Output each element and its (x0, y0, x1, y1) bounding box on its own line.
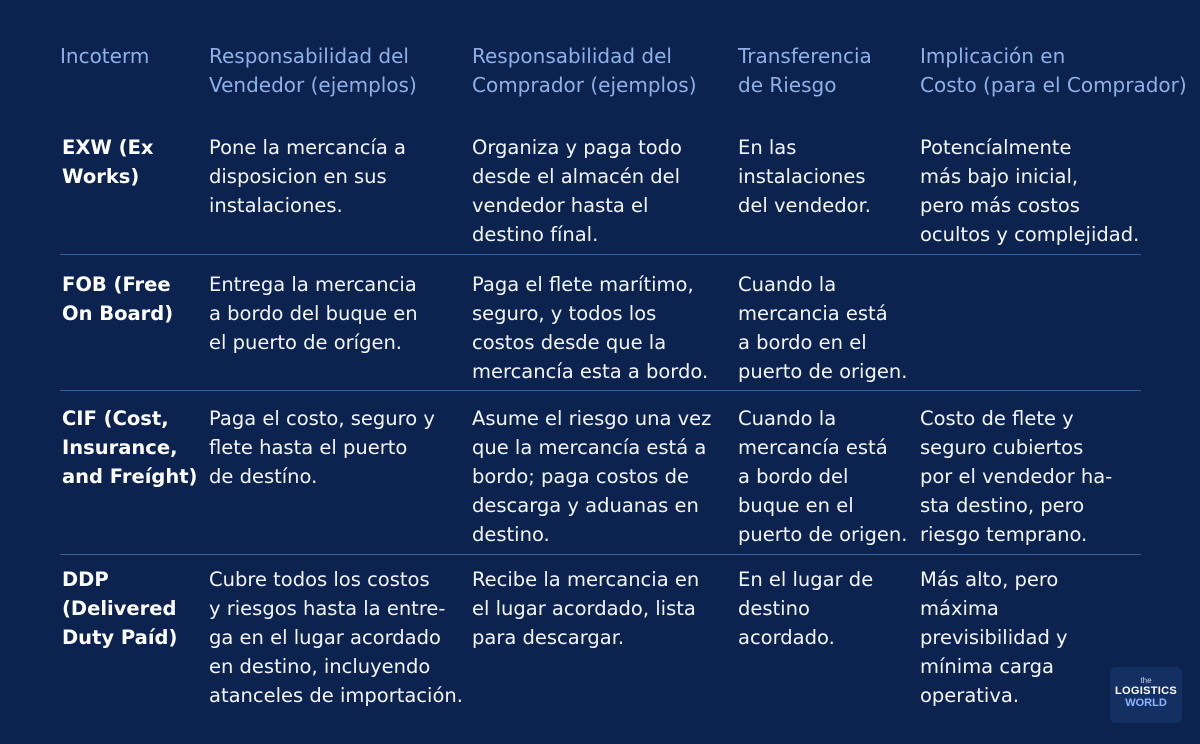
row-fob-seller: Entrega la mercancia a bordo del buque en el puerto de orígen. (209, 273, 418, 354)
logo-line-3: WORLD (1125, 697, 1167, 709)
row-ddp-buyer: Recibe la mercancia en el lugar acordado, lista para descargar. (472, 568, 700, 649)
row-exw-buyer: Organiza y paga todo desde el almacén del vendedor hasta el destino fínal. (472, 136, 682, 246)
header-buyer-responsibility: Responsabilidad del Comprador (ejemplos) (472, 44, 697, 97)
row-exw-cost: Potencíalmente más bajo inicial, pero más costos ocultos y complejidad. (920, 136, 1140, 246)
row-divider (60, 254, 1141, 255)
row-divider (60, 554, 1141, 555)
row-cif-incoterm: CIF (Cost, Insurance, and Freíght) (62, 407, 198, 488)
logo-line-2: LOGISTICS (1115, 685, 1177, 697)
row-exw-seller: Pone la mercancía a disposicion en sus instalaciones. (209, 136, 406, 217)
header-seller-responsibility: Responsabilidad del Vendedor (ejemplos) (209, 44, 417, 97)
row-cif-seller: Paga el costo, seguro y flete hasta el puerto de destíno. (209, 407, 435, 488)
row-divider (60, 390, 1141, 391)
header-risk-transfer: Transferencia de Riesgo (738, 44, 872, 97)
row-fob-incoterm: FOB (Free On Board) (62, 273, 174, 325)
row-exw-risk: En las instalaciones del vendedor. (738, 136, 871, 217)
row-exw-incoterm: EXW (Ex Works) (62, 136, 154, 188)
header-cost-implication: Implicación en Costo (para el Comprador) (920, 44, 1187, 97)
row-cif-buyer: Asume el riesgo una vez que la mercancía está a bordo; paga costos de descarga y aduanas en destino. (472, 407, 712, 546)
header-incoterm: Incoterm (60, 44, 150, 68)
row-ddp-incoterm: DDP (Delivered Duty Paíd) (62, 568, 178, 649)
row-ddp-cost: Más alto, pero máxima previsibilidad y mínima carga operativa. (920, 568, 1068, 707)
row-fob-buyer: Paga el flete marítimo, seguro, y todos los costos desde que la mercancía esta a bordo. (472, 273, 709, 383)
row-cif-risk: Cuando la mercancía está a bordo del buque en el puerto de origen. (738, 407, 908, 546)
row-ddp-seller: Cubre todos los costos y riesgos hasta la entre- ga en el lugar acordado en destino, incluyendo atanceles de importación. (209, 568, 463, 707)
row-ddp-risk: En el lugar de destino acordado. (738, 568, 874, 649)
row-cif-cost: Costo de flete y seguro cubiertos por el vendedor ha- sta destino, pero riesgo temprano. (920, 407, 1113, 546)
logo-line-1: the (1140, 676, 1152, 685)
row-fob-risk: Cuando la mercancia está a bordo en el puerto de origen. (738, 273, 908, 383)
logistics-world-logo (1110, 667, 1182, 723)
